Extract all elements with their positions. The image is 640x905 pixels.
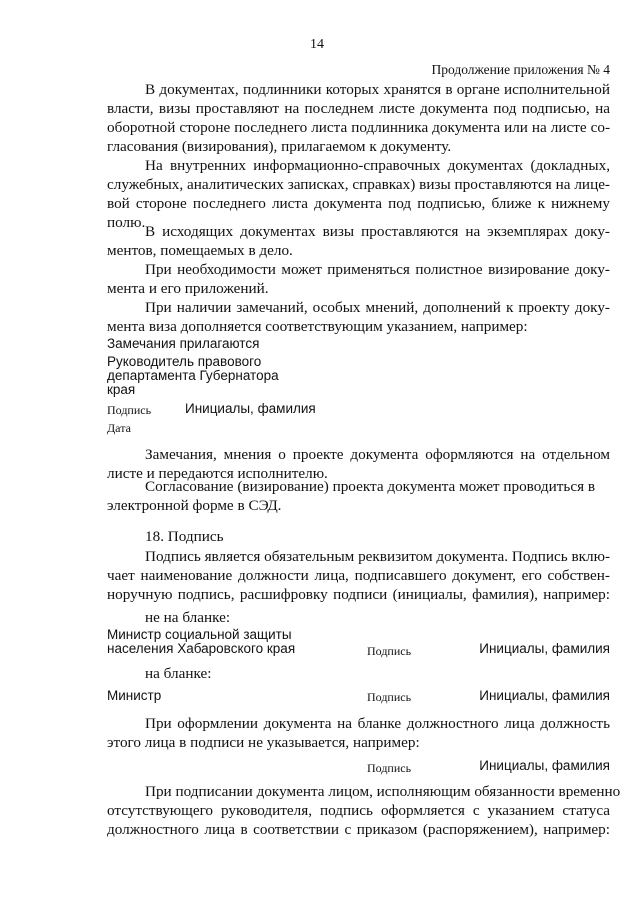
section-heading: 18. Подпись bbox=[145, 528, 224, 545]
para8-line-2: чает наименование должности лица, подписавшего документ, его собствен- bbox=[107, 567, 610, 584]
minister-position-line-2: населения Хабаровского края bbox=[107, 641, 296, 656]
para6-line-1: Замечания, мнения о проекте документа оформляются на отдельном bbox=[145, 446, 610, 463]
para8-line-3: норучную подпись, расшифровку подписи (инициалы, фамилия), например: bbox=[107, 586, 610, 603]
para9-line-1: При оформлении документа на бланке должностного лица должность bbox=[145, 715, 610, 732]
para2-line-1: На внутренних информационно-справочных документах (докладных, bbox=[145, 157, 610, 174]
example2-initials-label: Инициалы, фамилия bbox=[479, 641, 610, 656]
example3-position: Министр bbox=[107, 688, 162, 703]
on-blank-label: на бланке: bbox=[145, 665, 212, 682]
visa-position-line-1: Руководитель правового bbox=[107, 354, 262, 369]
para1-line-2: власти, визы проставляют на последнем листе документа под подписью, на bbox=[107, 100, 610, 117]
para2-line-4: полю. bbox=[107, 214, 146, 231]
para8-line-1: Подпись является обязательным реквизитом документа. Подпись вклю- bbox=[145, 548, 610, 565]
para7-line-2: электронной форме в СЭД. bbox=[107, 497, 282, 514]
page-number: 14 bbox=[310, 37, 324, 52]
para7-line-1: Согласование (визирование) проекта документа может проводиться в bbox=[145, 478, 596, 495]
para3-line-1: В исходящих документах визы проставляются на экземплярах доку- bbox=[145, 223, 610, 240]
para5-line-1: При наличии замечаний, особых мнений, дополнений к проекту доку- bbox=[145, 299, 610, 316]
visa-position-line-3: края bbox=[107, 382, 136, 397]
para3-line-2: ментов, помещаемых в дело. bbox=[107, 242, 293, 259]
para2-line-2: служебных, аналитических записках, справках) визы проставляются на лице- bbox=[107, 176, 610, 193]
para1-line-3: оборотной стороне последнего листа подлинника документа или на листе со- bbox=[107, 119, 610, 136]
example3-initials-label: Инициалы, фамилия bbox=[479, 688, 610, 703]
para1-line-1: В документах, подлинники которых хранятся в органе исполнительной bbox=[145, 81, 610, 98]
para6-line-2: листе и передаются исполнителю. bbox=[107, 465, 328, 482]
visa-initials-label: Инициалы, фамилия bbox=[185, 401, 316, 416]
para4-line-2: мента и его приложений. bbox=[107, 280, 269, 297]
para5-line-2: мента виза дополняется соответствующим указанием, например: bbox=[107, 318, 528, 335]
appendix-note: Продолжение приложения № 4 bbox=[431, 62, 610, 77]
para10-line-3: должностного лица в соответствии с приказом (распоряжением), например: bbox=[107, 821, 610, 838]
visa-position-line-2: департамента Губернатора bbox=[107, 368, 279, 383]
visa-remarks-text: Замечания прилагаются bbox=[107, 336, 260, 351]
para10-line-2: отсутствующего руководителя, подпись оформляется с указанием статуса bbox=[107, 802, 610, 819]
not-on-blank-label: не на бланке: bbox=[145, 609, 231, 626]
minister-position-line-1: Министр социальной защиты bbox=[107, 627, 292, 642]
visa-signature-label: Подпись bbox=[107, 403, 152, 417]
para2-line-3: вой стороне последнего листа документа под подписью, ближе к нижнему bbox=[107, 195, 610, 212]
example4-initials-label: Инициалы, фамилия bbox=[479, 758, 610, 773]
para4-line-1: При необходимости может применяться полистное визирование доку- bbox=[145, 261, 610, 278]
example4-signature-label: Подпись bbox=[367, 761, 412, 775]
para9-line-2: этого лица в подписи не указывается, например: bbox=[107, 734, 420, 751]
para10-line-1: При подписании документа лицом, исполняющим обязанности временно bbox=[145, 783, 621, 800]
example3-signature-label: Подпись bbox=[367, 690, 412, 704]
visa-date-label: Дата bbox=[107, 421, 131, 435]
example2-signature-label: Подпись bbox=[367, 644, 412, 658]
para1-line-4: гласования (визирования), прилагаемом к документу. bbox=[107, 138, 452, 155]
